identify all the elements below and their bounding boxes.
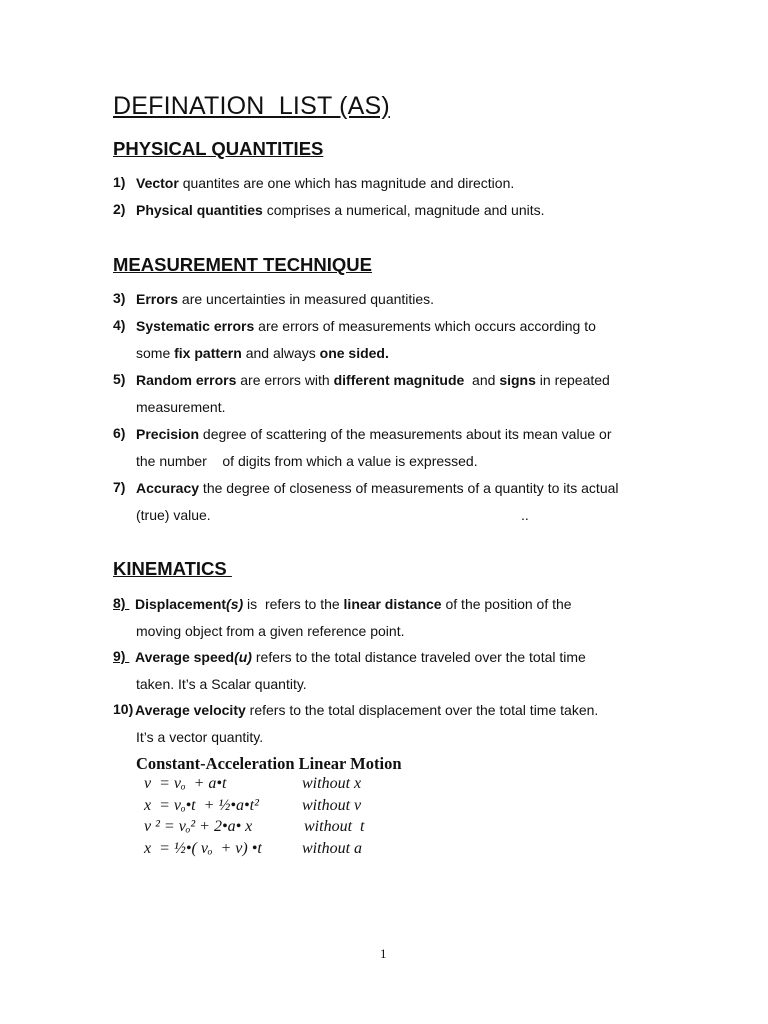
definition-displacement [135,595,572,613]
equation-condition: without v [302,797,362,814]
definition-precision-cont: the number of digits from which a value is expressed. [136,453,478,469]
term: Errors [136,291,179,307]
term: Physical quantities [136,202,263,218]
definition-average-speed [135,648,586,666]
definition-displacement-cont: moving object from a given reference point. [136,623,405,639]
item-number: 9) [113,648,130,664]
text: is refers to the [243,596,344,612]
term: Random errors [136,372,237,388]
symbol: (u) [234,649,252,665]
definition-average-velocity [135,701,598,719]
section-heading-physical-quantities: PHYSICAL QUANTITIES [113,138,324,159]
equation: x = vₒ•t + ½•a•t² [144,797,259,814]
item-number: 6) [113,425,126,441]
symbol: (s) [226,596,244,612]
text: of the position of the [441,596,572,612]
item-number: 1) [113,174,126,190]
definition-systematic-errors [136,317,596,335]
item-number: 8) [113,595,130,611]
definition-accuracy-cont: (true) value. [136,507,211,523]
definition-vector [136,174,514,192]
item-number: 4) [113,317,126,333]
section-heading-kinematics: KINEMATICS [113,558,232,579]
definition-text: quantites are one which has magnitude and direction. [178,175,515,191]
definition-average-velocity-cont: It’s a vector quantity. [136,729,264,745]
section-heading-measurement-technique: MEASUREMENT TECHNIQUE [113,254,373,275]
definition-text: comprises a numerical, magnitude and units. [262,202,545,218]
equation-condition: without x [302,775,362,792]
term: Displacement [135,596,227,612]
term: Precision [136,426,200,442]
equation-condition: without t [304,818,365,835]
definition-average-speed-cont: taken. It’s a Scalar quantity. [136,676,307,692]
term: Average speed [135,649,235,665]
item-number: 10) [113,701,134,717]
equation-condition: without a [302,840,363,857]
term: Systematic errors [136,318,255,334]
stray-dots: .. [521,507,529,523]
definition-text: are uncertainties in measured quantities. [178,291,435,307]
definition-precision [136,425,611,443]
term: Average velocity [135,702,246,718]
term: Accuracy [136,480,200,496]
text: and [464,372,500,388]
term: signs [499,372,536,388]
page-number: 1 [380,946,387,961]
text: some [136,345,175,361]
formula-box-title: Constant-Acceleration Linear Motion [136,754,402,773]
definition-random-errors-cont: measurement. [136,399,226,415]
definition-text: the degree of closeness of measurements of a quantity to its actual [199,480,619,496]
definition-systematic-errors-cont [136,344,389,362]
text: in repeated [535,372,610,388]
term: fix pattern [174,345,242,361]
item-number: 3) [113,290,126,306]
equation: v = vₒ + a•t [144,775,227,792]
item-number: 7) [113,479,126,495]
text: refers to the total distance traveled over the total time [251,649,586,665]
equation: v ² = vₒ² + 2•a• x [144,818,253,835]
definition-physical-quantities [136,201,545,219]
definition-errors [136,290,434,308]
definition-text: are errors of measurements which occurs according to [254,318,596,334]
equation: x = ½•( vₒ + v) •t [144,840,262,857]
text: refers to the total displacement over the total time taken. [245,702,599,718]
term: Vector [136,175,179,191]
term: different magnitude [333,372,465,388]
definition-accuracy [136,479,619,497]
page-title: DEFINATION LIST (AS) [113,92,390,120]
term: one sided. [319,345,389,361]
text: and always [241,345,320,361]
item-number: 5) [113,371,126,387]
item-number: 2) [113,201,126,217]
text: are errors with [236,372,334,388]
term: linear distance [343,596,442,612]
definition-random-errors [136,371,610,389]
definition-text: degree of scattering of the measurements about its mean value or [199,426,612,442]
